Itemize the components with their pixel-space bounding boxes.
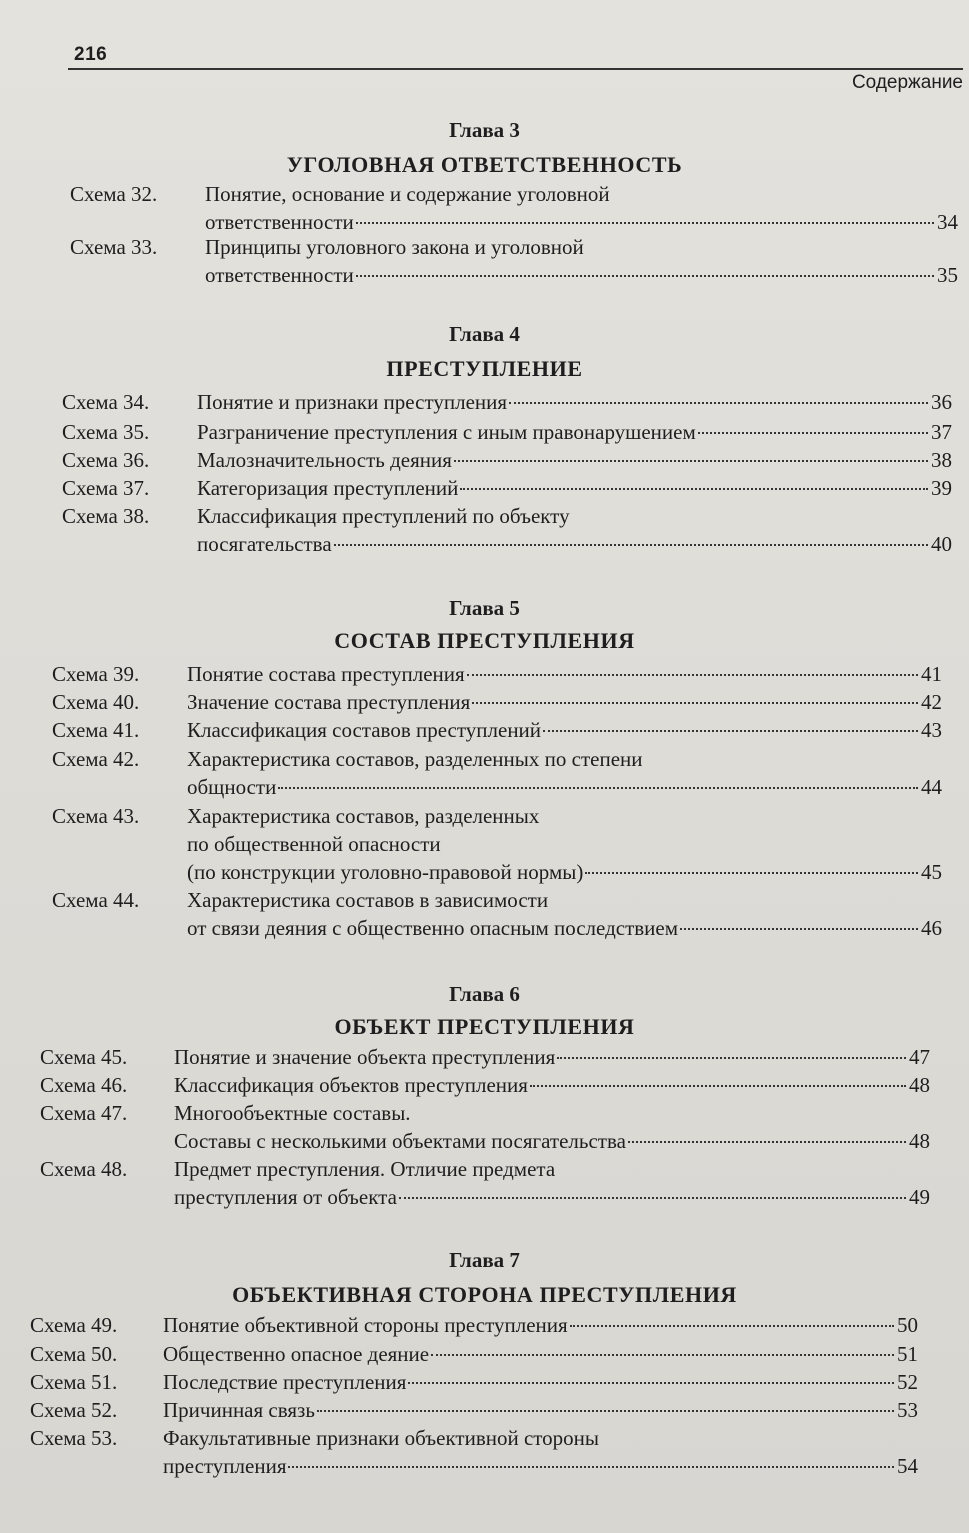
entry-title-line: общности [187,775,277,799]
entry-title-line: Категоризация преступлений [197,476,459,500]
entry-title-line: Классификация объектов преступления [174,1073,528,1097]
page-ref: 49 [909,1185,930,1209]
running-head: Содержание [851,72,963,93]
entry-leader-line [174,1127,930,1155]
scheme-label: Схема 33. [70,235,158,259]
entry-title-line: Причинная связь [163,1398,315,1422]
entry-leader-line [174,1071,930,1099]
page-ref: 42 [921,690,942,714]
entry-leader-line [187,914,942,942]
dot-leader [356,275,934,277]
entry-title-line: Предмет преступления. Отличие предмета [174,1157,556,1181]
scheme-label: Схема 52. [30,1398,118,1422]
page-ref: 54 [897,1454,918,1478]
entry-title-line: Малозначительность деяния [197,448,452,472]
entry-title-line: (по конструкции уголовно-правовой нормы) [187,860,584,884]
entry-leader-line [197,418,952,446]
entry-leader-line [187,688,942,716]
dot-leader [530,1085,906,1087]
page-ref: 43 [921,718,942,742]
entry-leader-line [174,1183,930,1211]
entry-title-line: Многообъектные составы. [174,1101,411,1125]
entry-title-line: ответственности [205,210,354,234]
scheme-label: Схема 35. [62,420,150,444]
page-ref: 51 [897,1342,918,1366]
page-ref: 46 [921,916,942,940]
entry-leader-line [197,388,952,416]
entry-title-line: Классификация составов преступлений [187,718,542,742]
toc-entry[interactable] [70,233,958,293]
chapter-number: Глава 7 [449,1248,520,1272]
entry-title-line: посягательства [197,532,332,556]
page-ref: 44 [921,775,942,799]
scheme-label: Схема 39. [52,662,140,686]
chapter-title: ОБЪЕКТИВНАЯ СТОРОНА ПРЕСТУПЛЕНИЯ [232,1282,737,1307]
entry-title-line: Разграничение преступления с иным правонарушением [197,420,696,444]
entry-title-line: Составы с несколькими объектами посягательства [174,1129,626,1153]
entry-title-line: Характеристика составов, разделенных по степени [187,747,643,771]
dot-leader [431,1354,894,1356]
entry-leader-line [197,446,952,474]
dot-leader [317,1410,894,1412]
entry-leader-line [163,1311,918,1339]
entry-title-line: ответственности [205,263,354,287]
scheme-label: Схема 44. [52,888,140,912]
entry-leader-line [205,261,958,289]
entry-title-line: Последствие преступления [163,1370,407,1394]
page-ref: 36 [931,390,952,414]
toc-entry[interactable] [52,745,942,805]
entry-title-line: Понятие и значение объекта преступления [174,1045,556,1069]
chapter-number: Глава 5 [449,596,520,620]
dot-leader [408,1382,894,1384]
entry-title-line: Понятие объективной стороны преступления [163,1313,568,1337]
entry-leader-line [163,1452,918,1480]
dot-leader [467,674,918,676]
page-ref: 37 [931,420,952,444]
scheme-label: Схема 36. [62,448,150,472]
dot-leader [585,872,918,874]
page-ref: 34 [937,210,958,234]
entry-leader-line [205,208,958,236]
dot-leader [460,488,928,490]
chapter-title: СОСТАВ ПРЕСТУПЛЕНИЯ [334,628,635,653]
toc-entry[interactable] [62,502,952,562]
scheme-label: Схема 50. [30,1342,118,1366]
entry-title-line: Факультативные признаки объективной стороны [163,1426,600,1450]
entry-title-line: по общественной опасности [187,832,441,856]
dot-leader [399,1197,906,1199]
dot-leader [543,730,918,732]
scheme-label: Схема 37. [62,476,150,500]
toc-entry[interactable] [40,1155,930,1215]
toc-entry[interactable] [30,1424,918,1484]
entry-title-line: Понятие и признаки преступления [197,390,508,414]
entry-title-line: Понятие, основание и содержание уголовной [205,182,610,206]
page-ref: 48 [909,1073,930,1097]
entry-title-line: Общественно опасное деяние [163,1342,430,1366]
page-ref: 41 [921,662,942,686]
entry-title-line: Понятие состава преступления [187,662,465,686]
scheme-label: Схема 42. [52,747,140,771]
dot-leader [454,460,928,462]
scheme-label: Схема 38. [62,504,150,528]
dot-leader [356,222,934,224]
dot-leader [334,544,928,546]
dot-leader [680,928,918,930]
page-ref: 38 [931,448,952,472]
entry-title-line: Принципы уголовного закона и уголовной [205,235,584,259]
page-ref: 39 [931,476,952,500]
scheme-label: Схема 32. [70,182,158,206]
scheme-label: Схема 51. [30,1370,118,1394]
entry-title-line: Характеристика составов в зависимости [187,888,549,912]
chapter-number: Глава 3 [449,118,520,142]
page-number: 216 [74,44,108,65]
scheme-label: Схема 40. [52,690,140,714]
dot-leader [509,402,928,404]
dot-leader [557,1057,906,1059]
entry-title-line: Значение состава преступления [187,690,471,714]
page-ref: 48 [909,1129,930,1153]
dot-leader [698,432,928,434]
entry-leader-line [163,1396,918,1424]
dot-leader [628,1141,906,1143]
dot-leader [278,787,918,789]
scheme-label: Схема 49. [30,1313,118,1337]
entry-leader-line [197,530,952,558]
scheme-label: Схема 47. [40,1101,128,1125]
toc-entry[interactable] [70,180,958,240]
page-ref: 35 [937,263,958,287]
entry-leader-line [163,1340,918,1368]
toc-entry[interactable] [52,886,942,946]
entry-title-line: от связи деяния с общественно опасным последствием [187,916,679,940]
toc-entry[interactable] [40,1099,930,1159]
toc-entry[interactable] [52,802,942,890]
dot-leader [570,1325,894,1327]
entry-leader-line [187,660,942,688]
page-ref: 45 [921,860,942,884]
page-ref: 40 [931,532,952,556]
entry-leader-line [187,858,942,886]
entry-leader-line [174,1043,930,1071]
toc-entry[interactable] [52,716,942,748]
scheme-label: Схема 46. [40,1073,128,1097]
entry-leader-line [187,716,942,744]
scheme-label: Схема 43. [52,804,140,828]
scheme-label: Схема 53. [30,1426,118,1450]
chapter-title: УГОЛОВНАЯ ОТВЕТСТВЕННОСТЬ [286,152,683,177]
toc-entry[interactable] [30,1311,918,1343]
scheme-label: Схема 45. [40,1045,128,1069]
entry-leader-line [187,773,942,801]
page-ref: 50 [897,1313,918,1337]
entry-title-line: преступления от объекта [174,1185,397,1209]
entry-title-line: Классификация преступлений по объекту [197,504,570,528]
toc-entry[interactable] [62,388,952,420]
chapter-title: ОБЪЕКТ ПРЕСТУПЛЕНИЯ [334,1014,635,1039]
chapter-number: Глава 6 [449,982,520,1006]
scheme-label: Схема 48. [40,1157,128,1181]
chapter-title: ПРЕСТУПЛЕНИЕ [386,356,583,381]
scheme-label: Схема 41. [52,718,140,742]
entry-leader-line [163,1368,918,1396]
entry-leader-line [197,474,952,502]
dot-leader [472,702,918,704]
chapter-number: Глава 4 [449,322,520,346]
entry-title-line: преступления [163,1454,287,1478]
dot-leader [288,1466,894,1468]
page-ref: 47 [909,1045,930,1069]
entry-title-line: Характеристика составов, разделенных [187,804,540,828]
scheme-label: Схема 34. [62,390,150,414]
page-ref: 52 [897,1370,918,1394]
page-ref: 53 [897,1398,918,1422]
